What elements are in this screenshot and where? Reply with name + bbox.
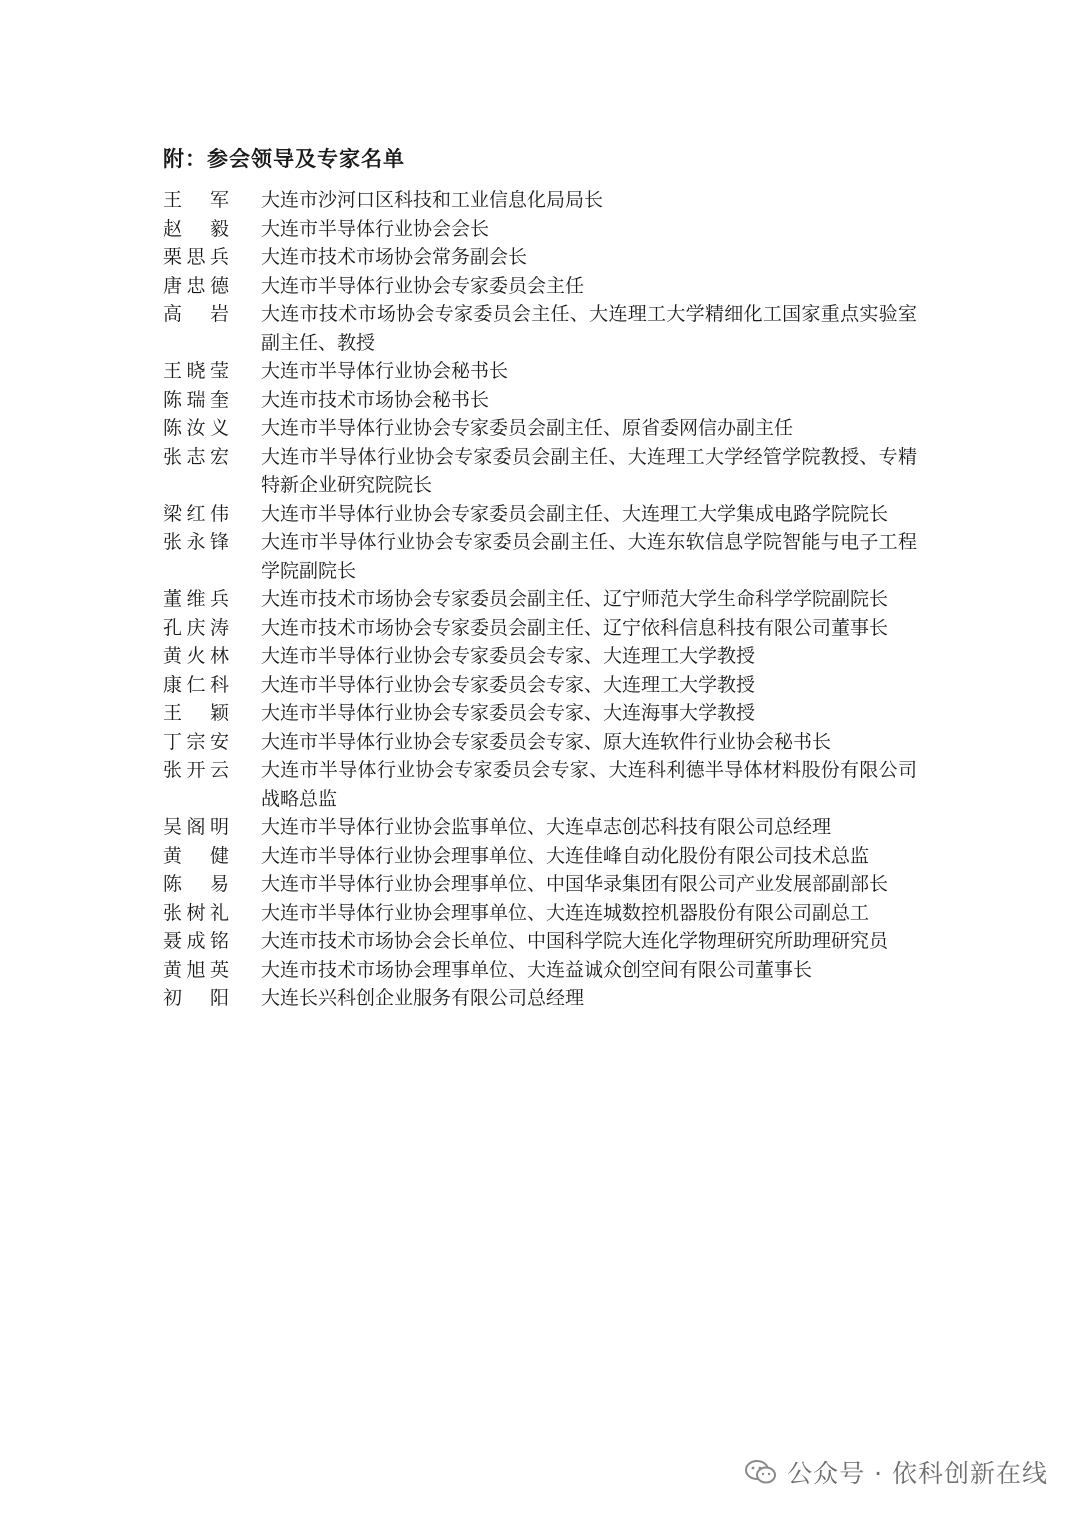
wechat-icon	[745, 1459, 777, 1485]
person-row	[163, 186, 923, 215]
person-name: 丁宗安	[163, 730, 229, 753]
person-name: 张树礼	[163, 901, 229, 924]
person-row	[163, 386, 923, 415]
person-name: 张开云	[163, 759, 229, 781]
person-name: 黄旭英	[163, 958, 229, 981]
person-row	[163, 414, 923, 443]
person-name: 陈汝义	[163, 417, 229, 439]
page-title: 附：参会领导及专家名单	[163, 147, 405, 171]
person-row	[163, 243, 923, 272]
person-row	[163, 813, 923, 842]
person-title: 大连市技术市场协会常务副会长	[261, 246, 528, 268]
person-name: 王 颖	[163, 702, 229, 724]
person-row	[163, 927, 923, 956]
person-row	[163, 272, 923, 301]
person-name: 陈瑞奎	[163, 388, 229, 411]
person-title: 大连市半导体行业协会专家委员会主任	[261, 274, 585, 297]
person-row	[163, 500, 923, 529]
person-row	[163, 215, 923, 244]
person-name: 陈 易	[163, 873, 229, 895]
person-name: 王晓莹	[163, 360, 229, 382]
person-title: 大连市技术市场协会秘书长	[261, 388, 490, 411]
person-row	[163, 870, 923, 899]
person-row	[163, 756, 923, 813]
person-row	[163, 443, 923, 500]
person-name: 初 阳	[163, 987, 229, 1009]
person-title: 大连市半导体行业协会秘书长	[261, 360, 509, 382]
person-name: 黄 健	[163, 844, 229, 867]
person-title: 大连市半导体行业协会理事单位、大连连城数控机器股份有限公司副总工	[261, 901, 870, 924]
person-name: 张永锋	[163, 531, 229, 553]
person-name: 栗思兵	[163, 246, 229, 268]
person-row	[163, 984, 923, 1013]
person-title: 大连市半导体行业协会专家委员会专家、大连理工大学教授	[261, 673, 756, 696]
person-title: 大连市技术市场协会专家委员会主任、大连理工大学精细化工国家重点实验室副主任、教授	[261, 303, 917, 354]
watermark	[745, 1454, 1048, 1490]
person-row	[163, 699, 923, 728]
person-title: 大连市技术市场协会专家委员会副主任、辽宁依科信息科技有限公司董事长	[261, 616, 889, 639]
person-name: 董维兵	[163, 588, 229, 610]
person-name: 唐忠德	[163, 274, 229, 297]
person-title: 大连市沙河口区科技和工业信息化局局长	[261, 189, 604, 211]
person-row	[163, 842, 923, 871]
person-title: 大连市半导体行业协会专家委员会副主任、大连东软信息学院智能与电子工程学院副院长	[261, 531, 917, 582]
person-title: 大连市半导体行业协会专家委员会副主任、原省委网信办副主任	[261, 417, 794, 439]
person-row	[163, 899, 923, 928]
person-name: 张志宏	[163, 445, 229, 468]
person-row	[163, 300, 923, 357]
person-row	[163, 728, 923, 757]
person-title: 大连市技术市场协会会长单位、中国科学院大连化学物理研究所助理研究员	[261, 930, 889, 952]
person-title: 大连市半导体行业协会会长	[261, 217, 490, 240]
person-title: 大连市半导体行业协会理事单位、中国华录集团有限公司产业发展部副部长	[261, 873, 889, 895]
person-name: 梁红伟	[163, 502, 229, 525]
person-row	[163, 956, 923, 985]
person-title: 大连市半导体行业协会理事单位、大连佳峰自动化股份有限公司技术总监	[261, 844, 870, 867]
person-name: 高 岩	[163, 303, 229, 325]
person-row	[163, 642, 923, 671]
person-title: 大连市半导体行业协会专家委员会副主任、大连理工大学经管学院教授、专精特新企业研究院院长	[261, 445, 917, 496]
person-row	[163, 357, 923, 386]
person-title: 大连市技术市场协会专家委员会副主任、辽宁师范大学生命科学学院副院长	[261, 588, 889, 610]
person-row	[163, 585, 923, 614]
person-title: 大连市半导体行业协会专家委员会副主任、大连理工大学集成电路学院院长	[261, 502, 889, 525]
person-name: 黄火林	[163, 645, 229, 667]
person-row	[163, 614, 923, 643]
people-list	[163, 186, 923, 1013]
person-title: 大连市半导体行业协会专家委员会专家、大连理工大学教授	[261, 645, 756, 667]
person-title: 大连市半导体行业协会监事单位、大连卓志创芯科技有限公司总经理	[261, 816, 832, 838]
person-row	[163, 528, 923, 585]
person-title: 大连市半导体行业协会专家委员会专家、大连海事大学教授	[261, 702, 756, 724]
person-title: 大连市技术市场协会理事单位、大连益诚众创空间有限公司董事长	[261, 958, 813, 981]
person-name: 聂成铭	[163, 930, 229, 952]
person-name: 赵 毅	[163, 217, 229, 240]
person-name: 王 军	[163, 189, 229, 211]
person-name: 康仁科	[163, 673, 229, 696]
person-name: 孔庆涛	[163, 616, 229, 639]
person-row	[163, 671, 923, 700]
watermark-text: 公众号 · 依科创新在线	[787, 1459, 1048, 1488]
person-title: 大连市半导体行业协会专家委员会专家、大连科利德半导体材料股份有限公司战略总监	[261, 759, 917, 810]
person-title: 大连市半导体行业协会专家委员会专家、原大连软件行业协会秘书长	[261, 730, 832, 753]
person-title: 大连长兴科创企业服务有限公司总经理	[261, 987, 585, 1009]
person-name: 吴阁明	[163, 816, 229, 838]
